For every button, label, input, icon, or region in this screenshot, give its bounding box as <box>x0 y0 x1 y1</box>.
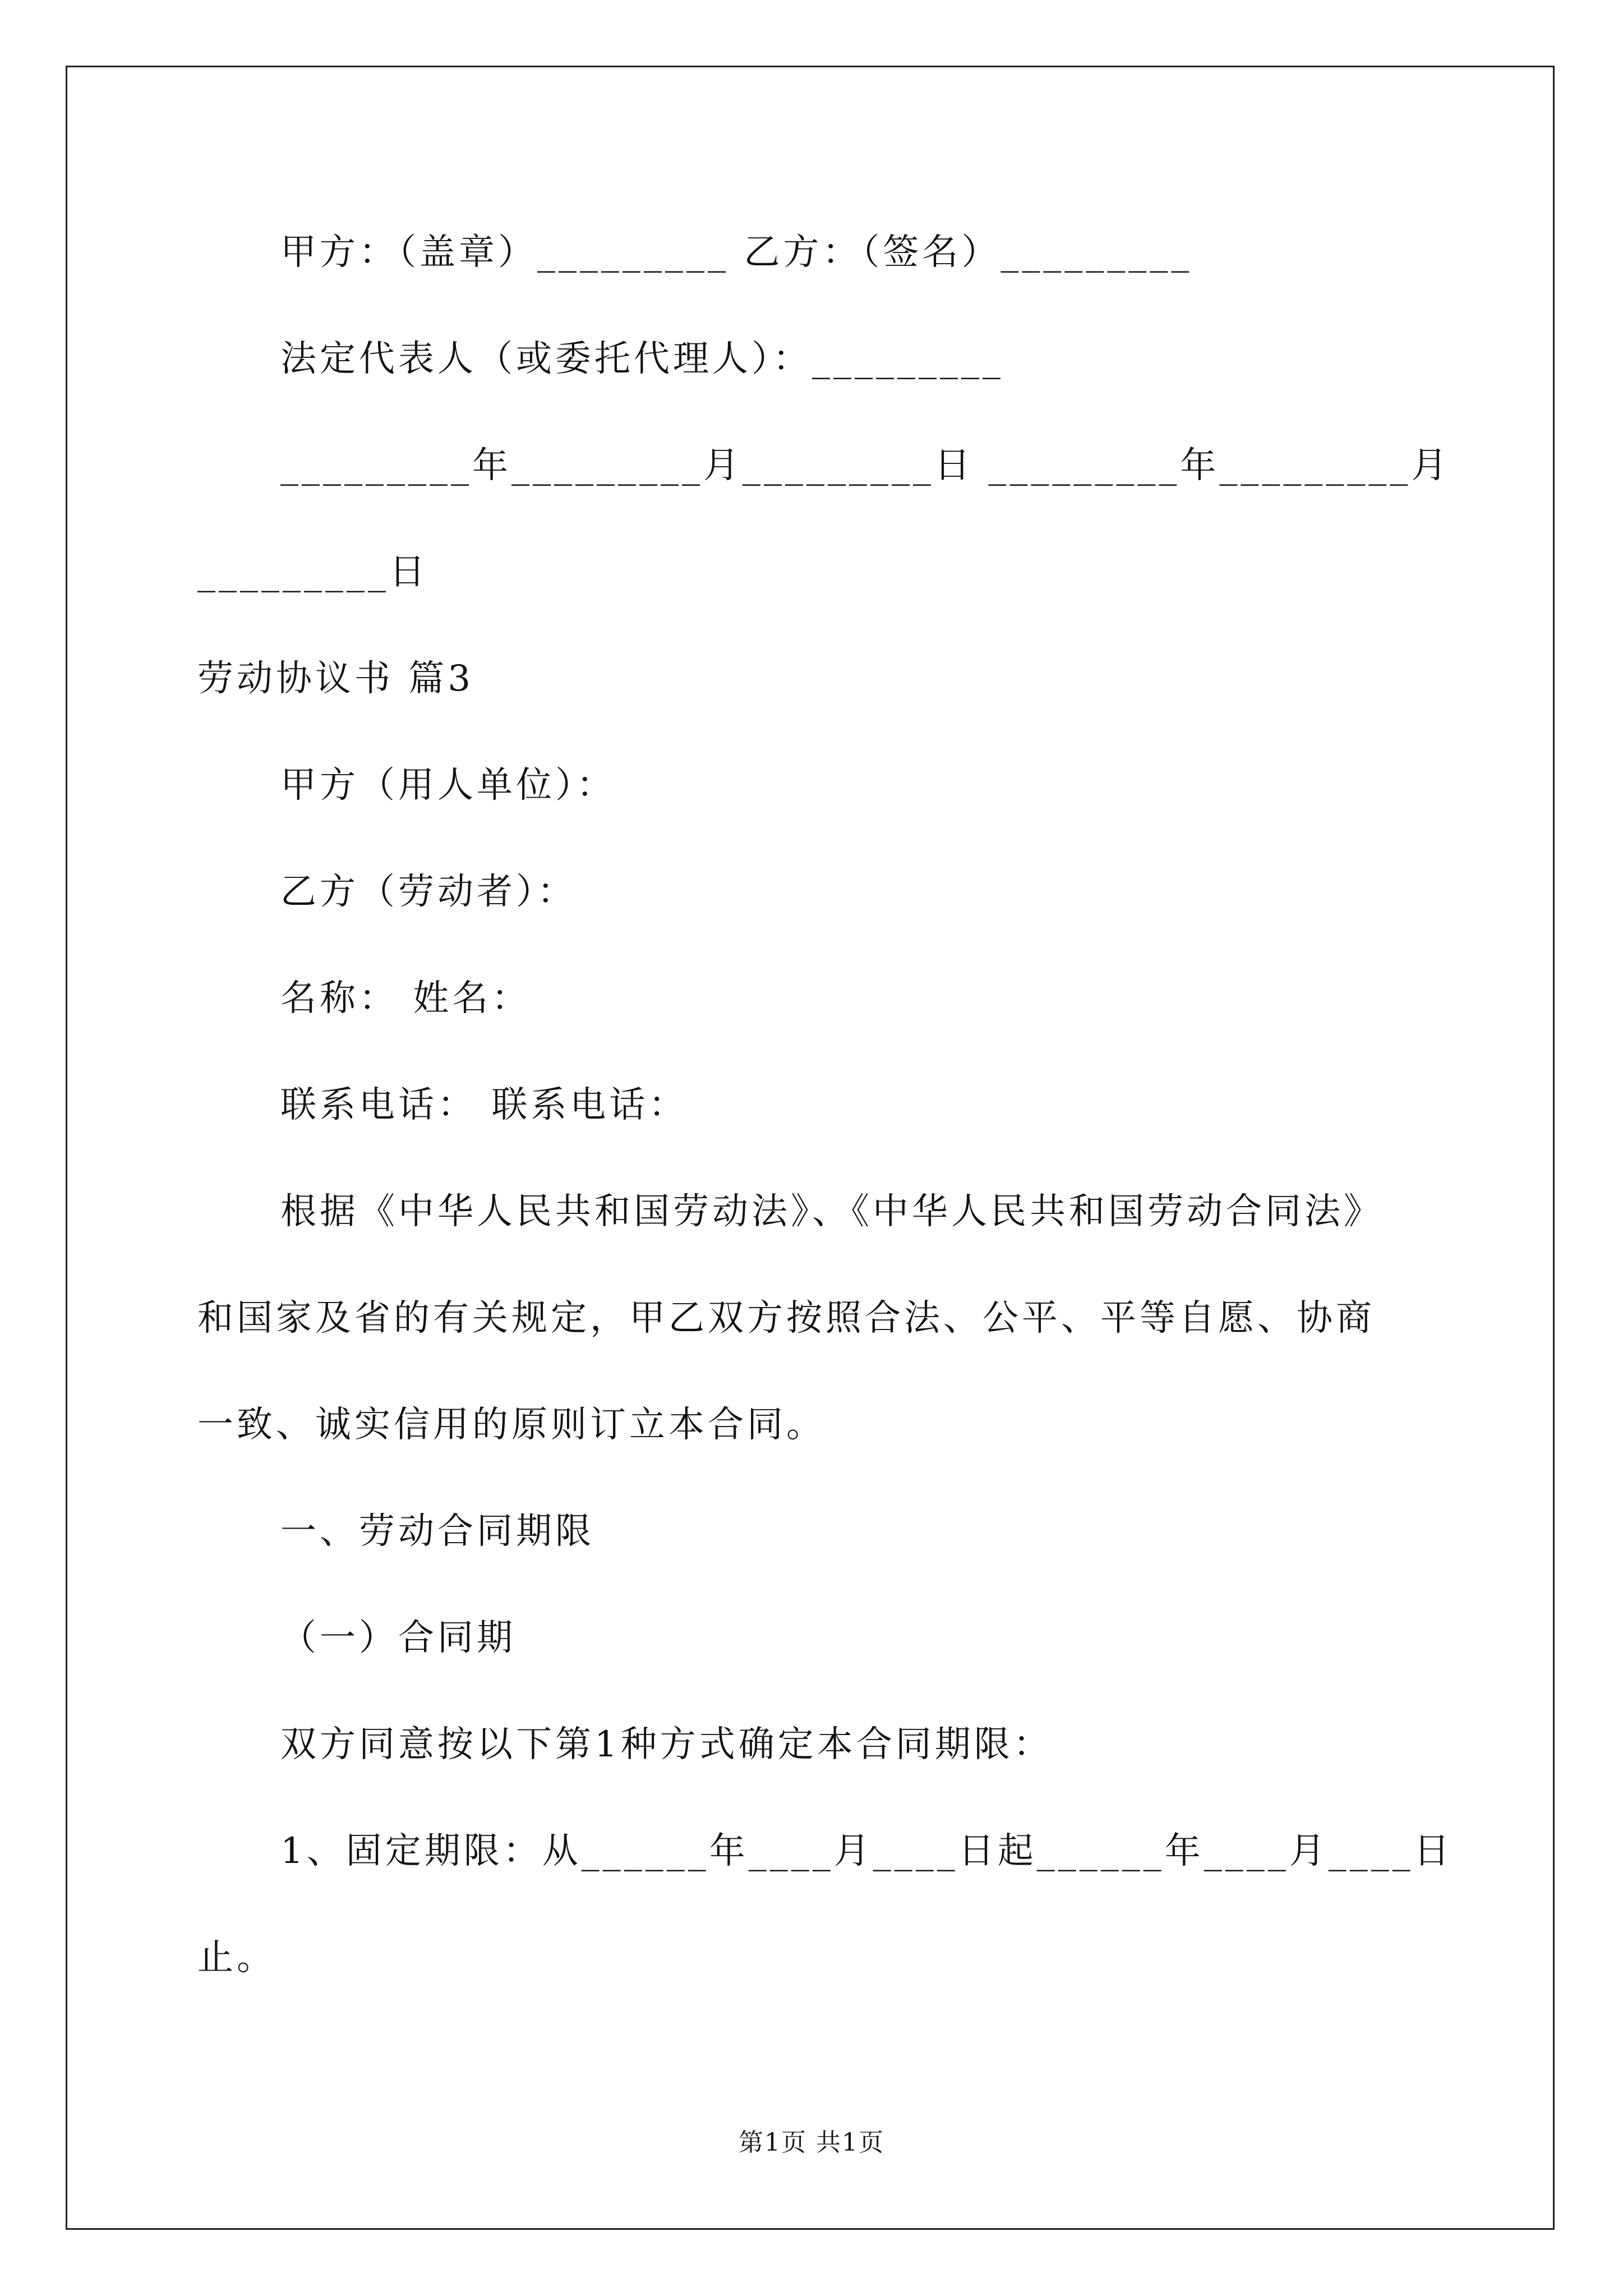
paragraph-line: 和国家及省的有关规定，甲乙双方按照合法、公平、平等自愿、协商 <box>197 1297 1375 1339</box>
paragraph-line: 一致、诚实信用的原则订立本合同。 <box>197 1404 826 1446</box>
page-number-footer: 第1页 共1页 <box>739 2128 884 2157</box>
phone-fields-line: 联系电话： 联系电话： <box>280 1084 688 1126</box>
party-a-label: 甲方（用人单位）： <box>280 765 616 806</box>
fixed-term-line-continued: 止。 <box>197 1937 276 1978</box>
section-heading: 劳动协议书 篇3 <box>197 658 474 700</box>
fixed-term-line: 1、固定期限：从______年____月____日起______年____月____日 <box>280 1830 1453 1872</box>
date-line: _________年_________月_________日 _________年_________月 <box>280 445 1451 486</box>
signature-line-parties: 甲方：（盖章）_________ 乙方：（签名）_________ <box>280 232 1193 273</box>
party-b-label: 乙方（劳动者）： <box>280 871 577 913</box>
name-fields-line: 名称： 姓名： <box>280 978 531 1019</box>
clause-heading: 一、劳动合同期限 <box>280 1511 594 1552</box>
paragraph-line: 根据《中华人民共和国劳动法》、《中华人民共和国劳动合同法》 <box>280 1191 1383 1232</box>
sub-clause-heading: （一）合同期 <box>280 1617 516 1659</box>
paragraph-line: 双方同意按以下第1种方式确定本合同期限： <box>280 1724 1053 1765</box>
date-line-continued: _________日 <box>197 551 428 593</box>
page-border <box>66 66 1555 2230</box>
legal-representative-line: 法定代表人（或委托代理人）：_________ <box>280 338 1004 380</box>
